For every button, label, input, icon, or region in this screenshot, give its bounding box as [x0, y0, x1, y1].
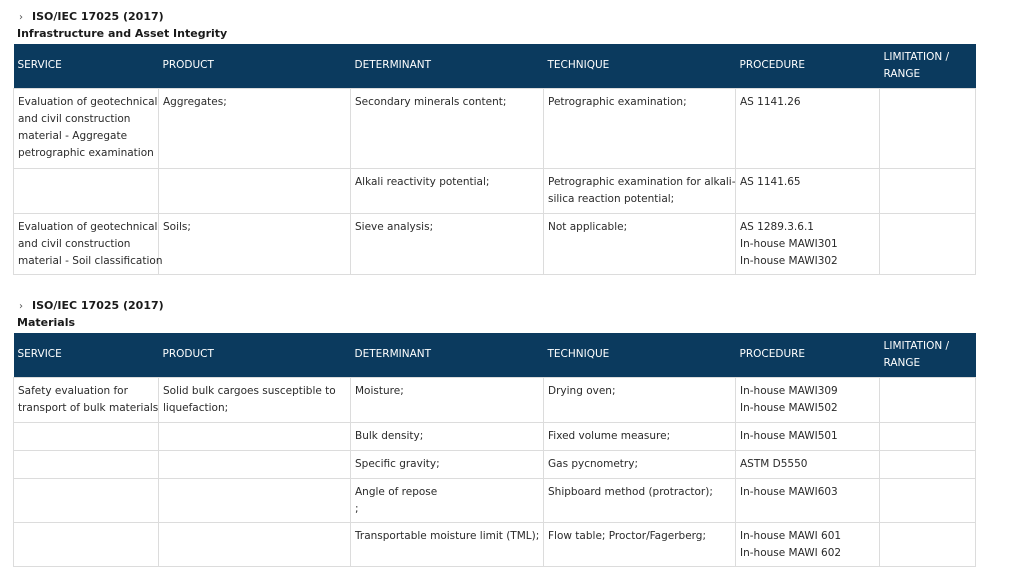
procedure-cell: In-house MAWI309 In-house MAWI502	[736, 377, 880, 422]
table-row	[14, 522, 976, 566]
scope-table	[13, 333, 976, 567]
scope-section-infrastructure	[13, 4, 975, 275]
scope-table	[13, 44, 976, 275]
procedure-cell: In-house MAWI 601 In-house MAWI 602	[736, 522, 880, 566]
col-header-limitation	[880, 44, 976, 88]
col-header-procedure: PROCEDURE	[736, 333, 880, 377]
table-row	[14, 478, 976, 522]
product-cell: Soils;	[159, 213, 351, 274]
technique-cell: Petrographic examination;	[544, 88, 736, 168]
chevron-right-icon: ›	[19, 12, 23, 23]
table-row	[14, 450, 976, 478]
table-row	[14, 422, 976, 450]
determinant-cell: Angle of repose ;	[351, 478, 544, 522]
section-header	[13, 293, 975, 333]
determinant-cell: Alkali reactivity potential;	[351, 168, 544, 213]
standard-toggle[interactable]	[19, 299, 164, 312]
product-cell: Aggregates;	[159, 88, 351, 168]
col-header-service: SERVICE	[14, 333, 159, 377]
limitation-cell	[880, 168, 976, 213]
procedure-cell: AS 1141.65	[736, 168, 880, 213]
product-cell	[159, 422, 351, 450]
service-cell: Evaluation of geotechnical and civil construction material - Aggregate petrographic examination	[14, 88, 159, 168]
col-header-service: SERVICE	[14, 44, 159, 88]
standard-toggle[interactable]	[19, 10, 164, 23]
service-cell	[14, 168, 159, 213]
technique-cell: Fixed volume measure;	[544, 422, 736, 450]
product-cell	[159, 168, 351, 213]
technique-cell: Petrographic examination for alkali- silica reaction potential;	[544, 168, 736, 213]
service-cell	[14, 422, 159, 450]
table-row	[14, 377, 976, 422]
limitation-cell	[880, 213, 976, 274]
limitation-cell	[880, 478, 976, 522]
technique-cell: Not applicable;	[544, 213, 736, 274]
standard-label: ISO/IEC 17025 (2017)	[32, 299, 164, 312]
standard-label: ISO/IEC 17025 (2017)	[32, 10, 164, 23]
determinant-cell: Moisture;	[351, 377, 544, 422]
limitation-label: LIMITATION / RANGE	[883, 50, 950, 80]
col-header-determinant: DETERMINANT	[351, 44, 544, 88]
col-header-product: PRODUCT	[159, 44, 351, 88]
procedure-cell: AS 1289.3.6.1 In-house MAWI301 In-house MAWI302	[736, 213, 880, 274]
limitation-cell	[880, 377, 976, 422]
determinant-cell: Bulk density;	[351, 422, 544, 450]
table-row	[14, 213, 976, 274]
section-title: Infrastructure and Asset Integrity	[17, 27, 228, 40]
determinant-cell: Sieve analysis;	[351, 213, 544, 274]
procedure-cell: In-house MAWI603	[736, 478, 880, 522]
service-cell	[14, 450, 159, 478]
technique-cell: Drying oven;	[544, 377, 736, 422]
determinant-cell: Specific gravity;	[351, 450, 544, 478]
technique-cell: Gas pycnometry;	[544, 450, 736, 478]
determinant-cell: Secondary minerals content;	[351, 88, 544, 168]
product-cell	[159, 522, 351, 566]
chevron-right-icon: ›	[19, 301, 23, 312]
procedure-cell: In-house MAWI501	[736, 422, 880, 450]
limitation-cell	[880, 522, 976, 566]
service-cell: Safety evaluation for transport of bulk materials	[14, 377, 159, 422]
product-cell	[159, 450, 351, 478]
col-header-limitation	[880, 333, 976, 377]
limitation-cell	[880, 422, 976, 450]
col-header-technique: TECHNIQUE	[544, 333, 736, 377]
limitation-cell	[880, 88, 976, 168]
determinant-cell: Transportable moisture limit (TML);	[351, 522, 544, 566]
section-header	[13, 4, 975, 44]
limitation-cell	[880, 450, 976, 478]
technique-cell: Flow table; Proctor/Fagerberg;	[544, 522, 736, 566]
table-header-row	[14, 333, 976, 377]
limitation-label: LIMITATION / RANGE	[883, 339, 950, 369]
table-row	[14, 168, 976, 213]
service-cell	[14, 478, 159, 522]
col-header-procedure: PROCEDURE	[736, 44, 880, 88]
procedure-cell: AS 1141.26	[736, 88, 880, 168]
service-cell: Evaluation of geotechnical and civil construction material - Soil classification	[14, 213, 159, 274]
scope-section-materials	[13, 293, 975, 567]
col-header-product: PRODUCT	[159, 333, 351, 377]
product-cell	[159, 478, 351, 522]
section-title: Materials	[17, 316, 76, 329]
table-row	[14, 88, 976, 168]
table-header-row	[14, 44, 976, 88]
procedure-cell: ASTM D5550	[736, 450, 880, 478]
technique-cell: Shipboard method (protractor);	[544, 478, 736, 522]
col-header-technique: TECHNIQUE	[544, 44, 736, 88]
col-header-determinant: DETERMINANT	[351, 333, 544, 377]
product-cell: Solid bulk cargoes susceptible to liquefaction;	[159, 377, 351, 422]
service-cell	[14, 522, 159, 566]
